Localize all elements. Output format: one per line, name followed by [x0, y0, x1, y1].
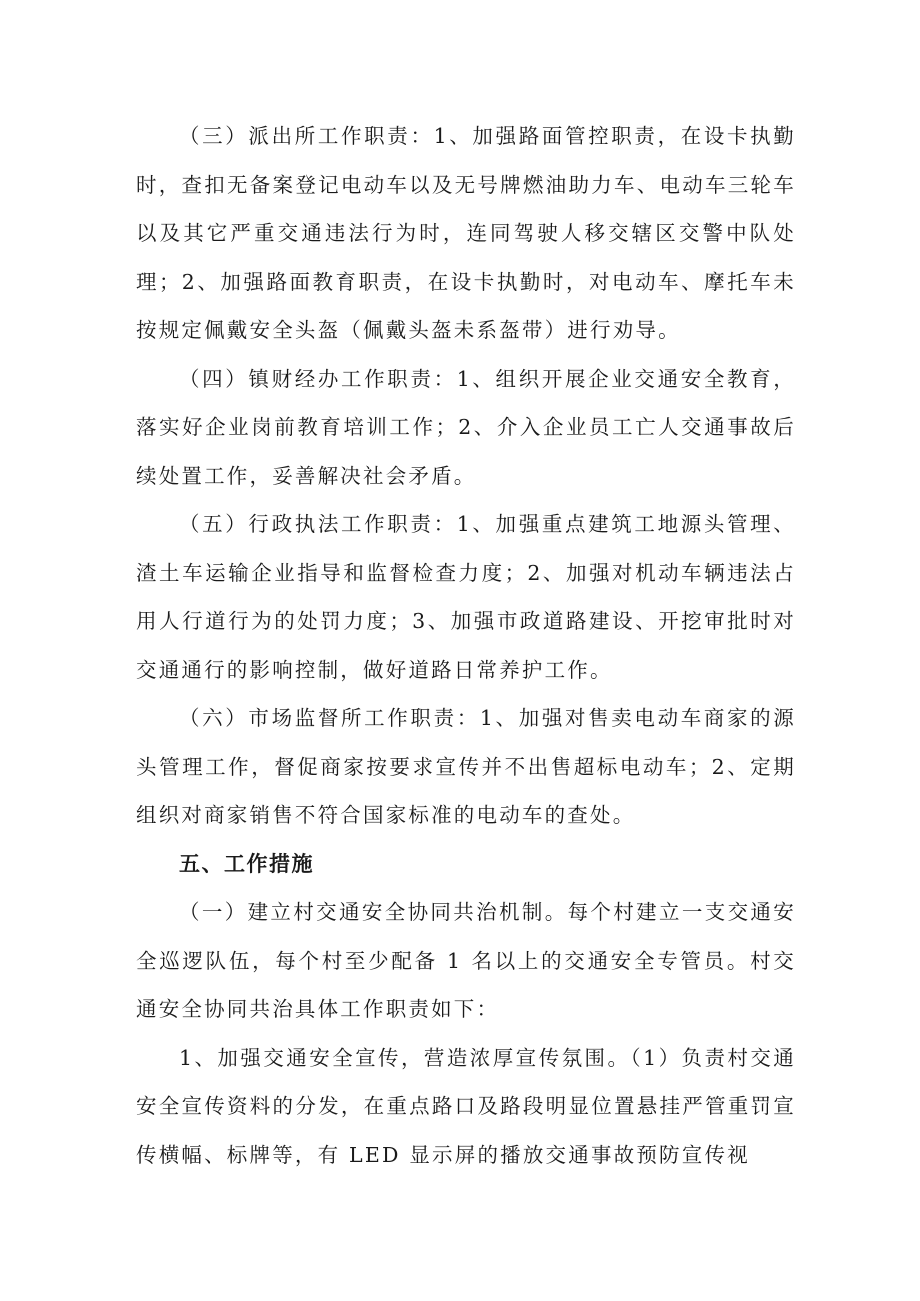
paragraph-administrative-enforcement-duties: （五）行政执法工作职责：1、加强重点建筑工地源头管理、渣土车运输企业指导和监督检查力度；2、加强对机动车辆违法占用人行道行为的处罚力度；3、加强市政道路建设、开挖审批时对交通通行的影响控制，做好道路日常养护工作。	[136, 512, 796, 682]
section-heading-work-measures: 五、工作措施	[179, 851, 314, 876]
paragraph-safety-publicity: 1、加强交通安全宣传，营造浓厚宣传氛围。（1）负责村交通安全宣传资料的分发，在重点路口及路段明显位置悬挂严管重罚宣传横幅、标牌等，有 LED 显示屏的播放交通事故预防宣传视	[136, 1045, 796, 1167]
paragraph-village-coordination-mechanism: （一）建立村交通安全协同共治机制。每个村建立一支交通安全巡逻队伍，每个村至少配备 1 名以上的交通安全专管员。村交通安全协同共治具体工作职责如下：	[136, 900, 796, 1021]
paragraph-market-supervision-duties: （六）市场监督所工作职责：1、加强对售卖电动车商家的源头管理工作，督促商家按要求宣传并不出售超标电动车；2、定期组织对商家销售不符合国家标准的电动车的查处。	[136, 706, 796, 827]
document-body	[136, 112, 796, 1179]
paragraph-finance-office-duties: （四）镇财经办工作职责：1、组织开展企业交通安全教育，落实好企业岗前教育培训工作；2、介入企业员工亡人交通事故后续处置工作，妥善解决社会矛盾。	[136, 366, 796, 488]
paragraph-police-station-duties: （三）派出所工作职责：1、加强路面管控职责，在设卡执勤时，查扣无备案登记电动车以及无号牌燃油助力车、电动车三轮车以及其它严重交通违法行为时，连同驾驶人移交辖区交警中队处理；2、加强路面教育职责，在设卡执勤时，对电动车、摩托车未按规定佩戴安全头盔（佩戴头盔未系盔带）进行劝导。	[136, 124, 796, 342]
